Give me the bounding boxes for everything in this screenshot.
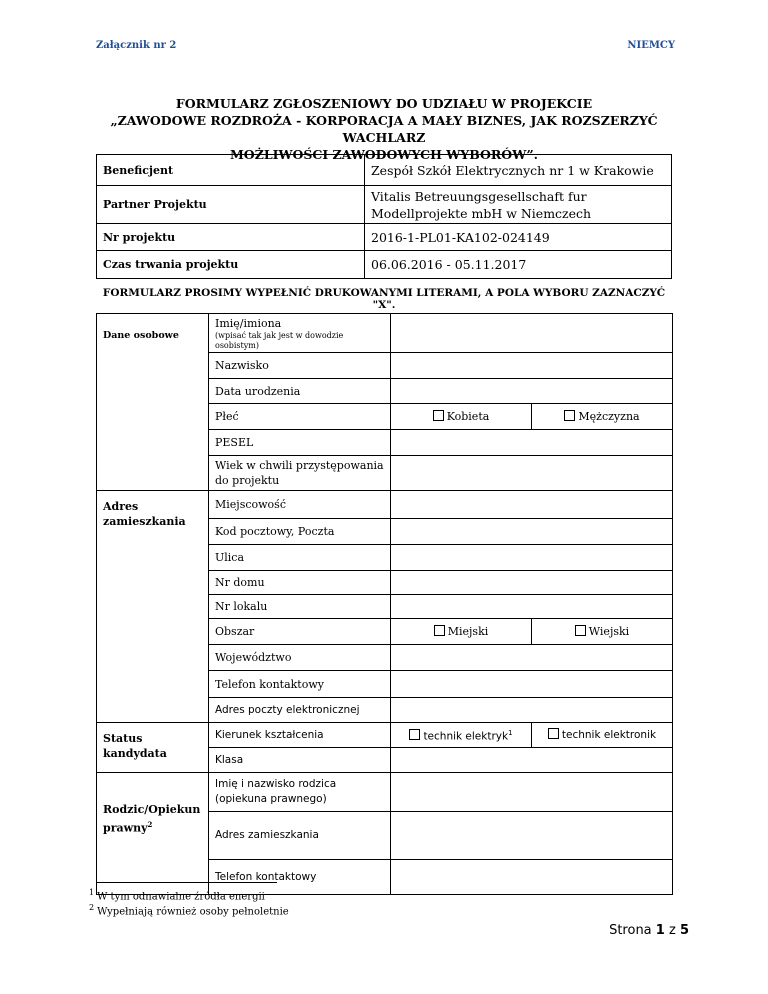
footnote-1: [89, 888, 265, 902]
personal-data-category: Dane osobowe: [97, 314, 209, 491]
checkbox-icon[interactable]: [434, 625, 445, 636]
checkbox-icon[interactable]: [564, 410, 575, 421]
table-row: [97, 186, 672, 224]
title-line-3: MOŻLIWOŚCI ZAWODOWYCH WYBORÓW”.: [229, 147, 539, 162]
checkbox-icon[interactable]: [575, 625, 586, 636]
page-current: 1: [655, 923, 665, 938]
page-total: 5: [679, 923, 689, 938]
project-info-table: [96, 154, 672, 279]
guardian-address-label: Adres zamieszkania: [209, 812, 391, 860]
checkbox-icon[interactable]: [433, 410, 444, 421]
footnote-ref-1: 1: [508, 728, 513, 737]
footnote-2: [89, 903, 289, 917]
first-name-label: [209, 314, 391, 353]
beneficiary-value: Zespół Szkół Elektrycznych nr 1 w Krakowie: [365, 155, 672, 186]
form-title: [96, 95, 672, 163]
first-name-text: Imię/imiona: [215, 316, 282, 330]
gender-male-option[interactable]: [532, 404, 673, 430]
application-form-table: [96, 313, 673, 895]
gender-female-option[interactable]: [391, 404, 532, 430]
address-category: Adres zamieszkania: [97, 491, 209, 723]
surname-label: Nazwisko: [209, 353, 391, 379]
age-field[interactable]: [391, 456, 673, 491]
option-electrician-label: technik elektryk: [423, 730, 509, 743]
duration-value: 06.06.2016 - 05.11.2017: [365, 251, 672, 279]
table-row: [97, 251, 672, 279]
guardian-name-label: Imię i nazwisko rodzica (opiekuna prawnego): [209, 773, 391, 812]
house-number-label: Nr domu: [209, 571, 391, 595]
area-urban-option[interactable]: [391, 619, 532, 645]
voivodeship-label: Województwo: [209, 645, 391, 671]
email-field[interactable]: [391, 698, 673, 723]
option-electronics[interactable]: [532, 723, 673, 748]
page-prefix: Strona: [609, 923, 652, 938]
pesel-label: PESEL: [209, 430, 391, 456]
candidate-status-category: Status kandydata: [97, 723, 209, 773]
guardian-address-field[interactable]: [391, 812, 673, 860]
guardian-phone-label: Telefon kontaktowy: [209, 860, 391, 895]
table-row: [97, 314, 673, 353]
city-label: Miejscowość: [209, 491, 391, 519]
birth-date-field[interactable]: [391, 379, 673, 404]
class-label: Klasa: [209, 748, 391, 773]
area-rural-option[interactable]: [532, 619, 673, 645]
table-row: [97, 224, 672, 251]
area-urban-label: Miejski: [447, 625, 489, 638]
first-name-field[interactable]: [391, 314, 673, 353]
table-row: [97, 155, 672, 186]
project-number-label: Nr projektu: [97, 224, 365, 251]
footnote-1-text: W tym odnawialne źródła energii: [97, 891, 265, 903]
checkbox-icon[interactable]: [548, 728, 559, 739]
table-row: [97, 723, 673, 748]
footnote-ref-2: 2: [147, 819, 153, 829]
apartment-number-label: Nr lokalu: [209, 595, 391, 619]
option-electrician[interactable]: [391, 723, 532, 748]
first-name-note: (wpisać tak jak jest w dowodzie osobistym): [215, 330, 344, 350]
area-rural-label: Wiejski: [588, 625, 630, 638]
postal-label: Kod pocztowy, Poczta: [209, 519, 391, 545]
project-number-value: 2016-1-PL01-KA102-024149: [365, 224, 672, 251]
city-field[interactable]: [391, 491, 673, 519]
voivodeship-field[interactable]: [391, 645, 673, 671]
street-field[interactable]: [391, 545, 673, 571]
email-label: Adres poczty elektronicznej: [209, 698, 391, 723]
apartment-number-field[interactable]: [391, 595, 673, 619]
birth-date-label: Data urodzenia: [209, 379, 391, 404]
surname-field[interactable]: [391, 353, 673, 379]
pesel-field[interactable]: [391, 430, 673, 456]
gender-female-label: Kobieta: [446, 410, 490, 423]
table-row: [97, 773, 673, 812]
guardian-phone-field[interactable]: [391, 860, 673, 895]
header-attachment: Załącznik nr 2: [96, 40, 177, 51]
title-line-1: FORMULARZ ZGŁOSZENIOWY DO UDZIAŁU W PROJEKCIE: [175, 96, 593, 111]
guardian-category: [97, 773, 209, 895]
field-of-study-label: Kierunek kształcenia: [209, 723, 391, 748]
page-number: [609, 923, 689, 938]
phone-field[interactable]: [391, 671, 673, 698]
gender-label: Płeć: [209, 404, 391, 430]
footnote-divider: [96, 882, 277, 883]
fill-instruction: FORMULARZ PROSIMY WYPEŁNIĆ DRUKOWANYMI LITERAMI, A POLA WYBORU ZAZNACZYĆ "X".: [102, 287, 666, 311]
title-line-2: „ZAWODOWE ROZDROŻA - KORPORACJA A MAŁY BIZNES, JAK ROZSZERZYĆ WACHLARZ: [110, 113, 658, 145]
duration-label: Czas trwania projektu: [97, 251, 365, 279]
table-row: [97, 491, 673, 519]
checkbox-icon[interactable]: [409, 729, 420, 740]
guardian-category-text: Rodzic/Opiekun prawny: [103, 802, 201, 835]
footnote-1-number: 1: [89, 888, 95, 897]
footnote-2-number: 2: [89, 903, 95, 912]
guardian-name-field[interactable]: [391, 773, 673, 812]
postal-field[interactable]: [391, 519, 673, 545]
partner-label: Partner Projektu: [97, 186, 365, 224]
age-label: Wiek w chwili przystępowania do projektu: [209, 456, 391, 491]
option-electronics-label: technik elektronik: [561, 728, 657, 741]
footnote-2-text: Wypełniają również osoby pełnoletnie: [97, 906, 289, 918]
house-number-field[interactable]: [391, 571, 673, 595]
street-label: Ulica: [209, 545, 391, 571]
header-country: NIEMCY: [627, 40, 675, 51]
page-separator: z: [668, 923, 676, 938]
class-field[interactable]: [391, 748, 673, 773]
partner-value: Vitalis Betreuungsgesellschaft fur Modellprojekte mbH w Niemczech: [365, 186, 672, 224]
phone-label: Telefon kontaktowy: [209, 671, 391, 698]
beneficiary-label: Beneficjent: [97, 155, 365, 186]
gender-male-label: Mężczyzna: [578, 410, 640, 423]
area-label: Obszar: [209, 619, 391, 645]
